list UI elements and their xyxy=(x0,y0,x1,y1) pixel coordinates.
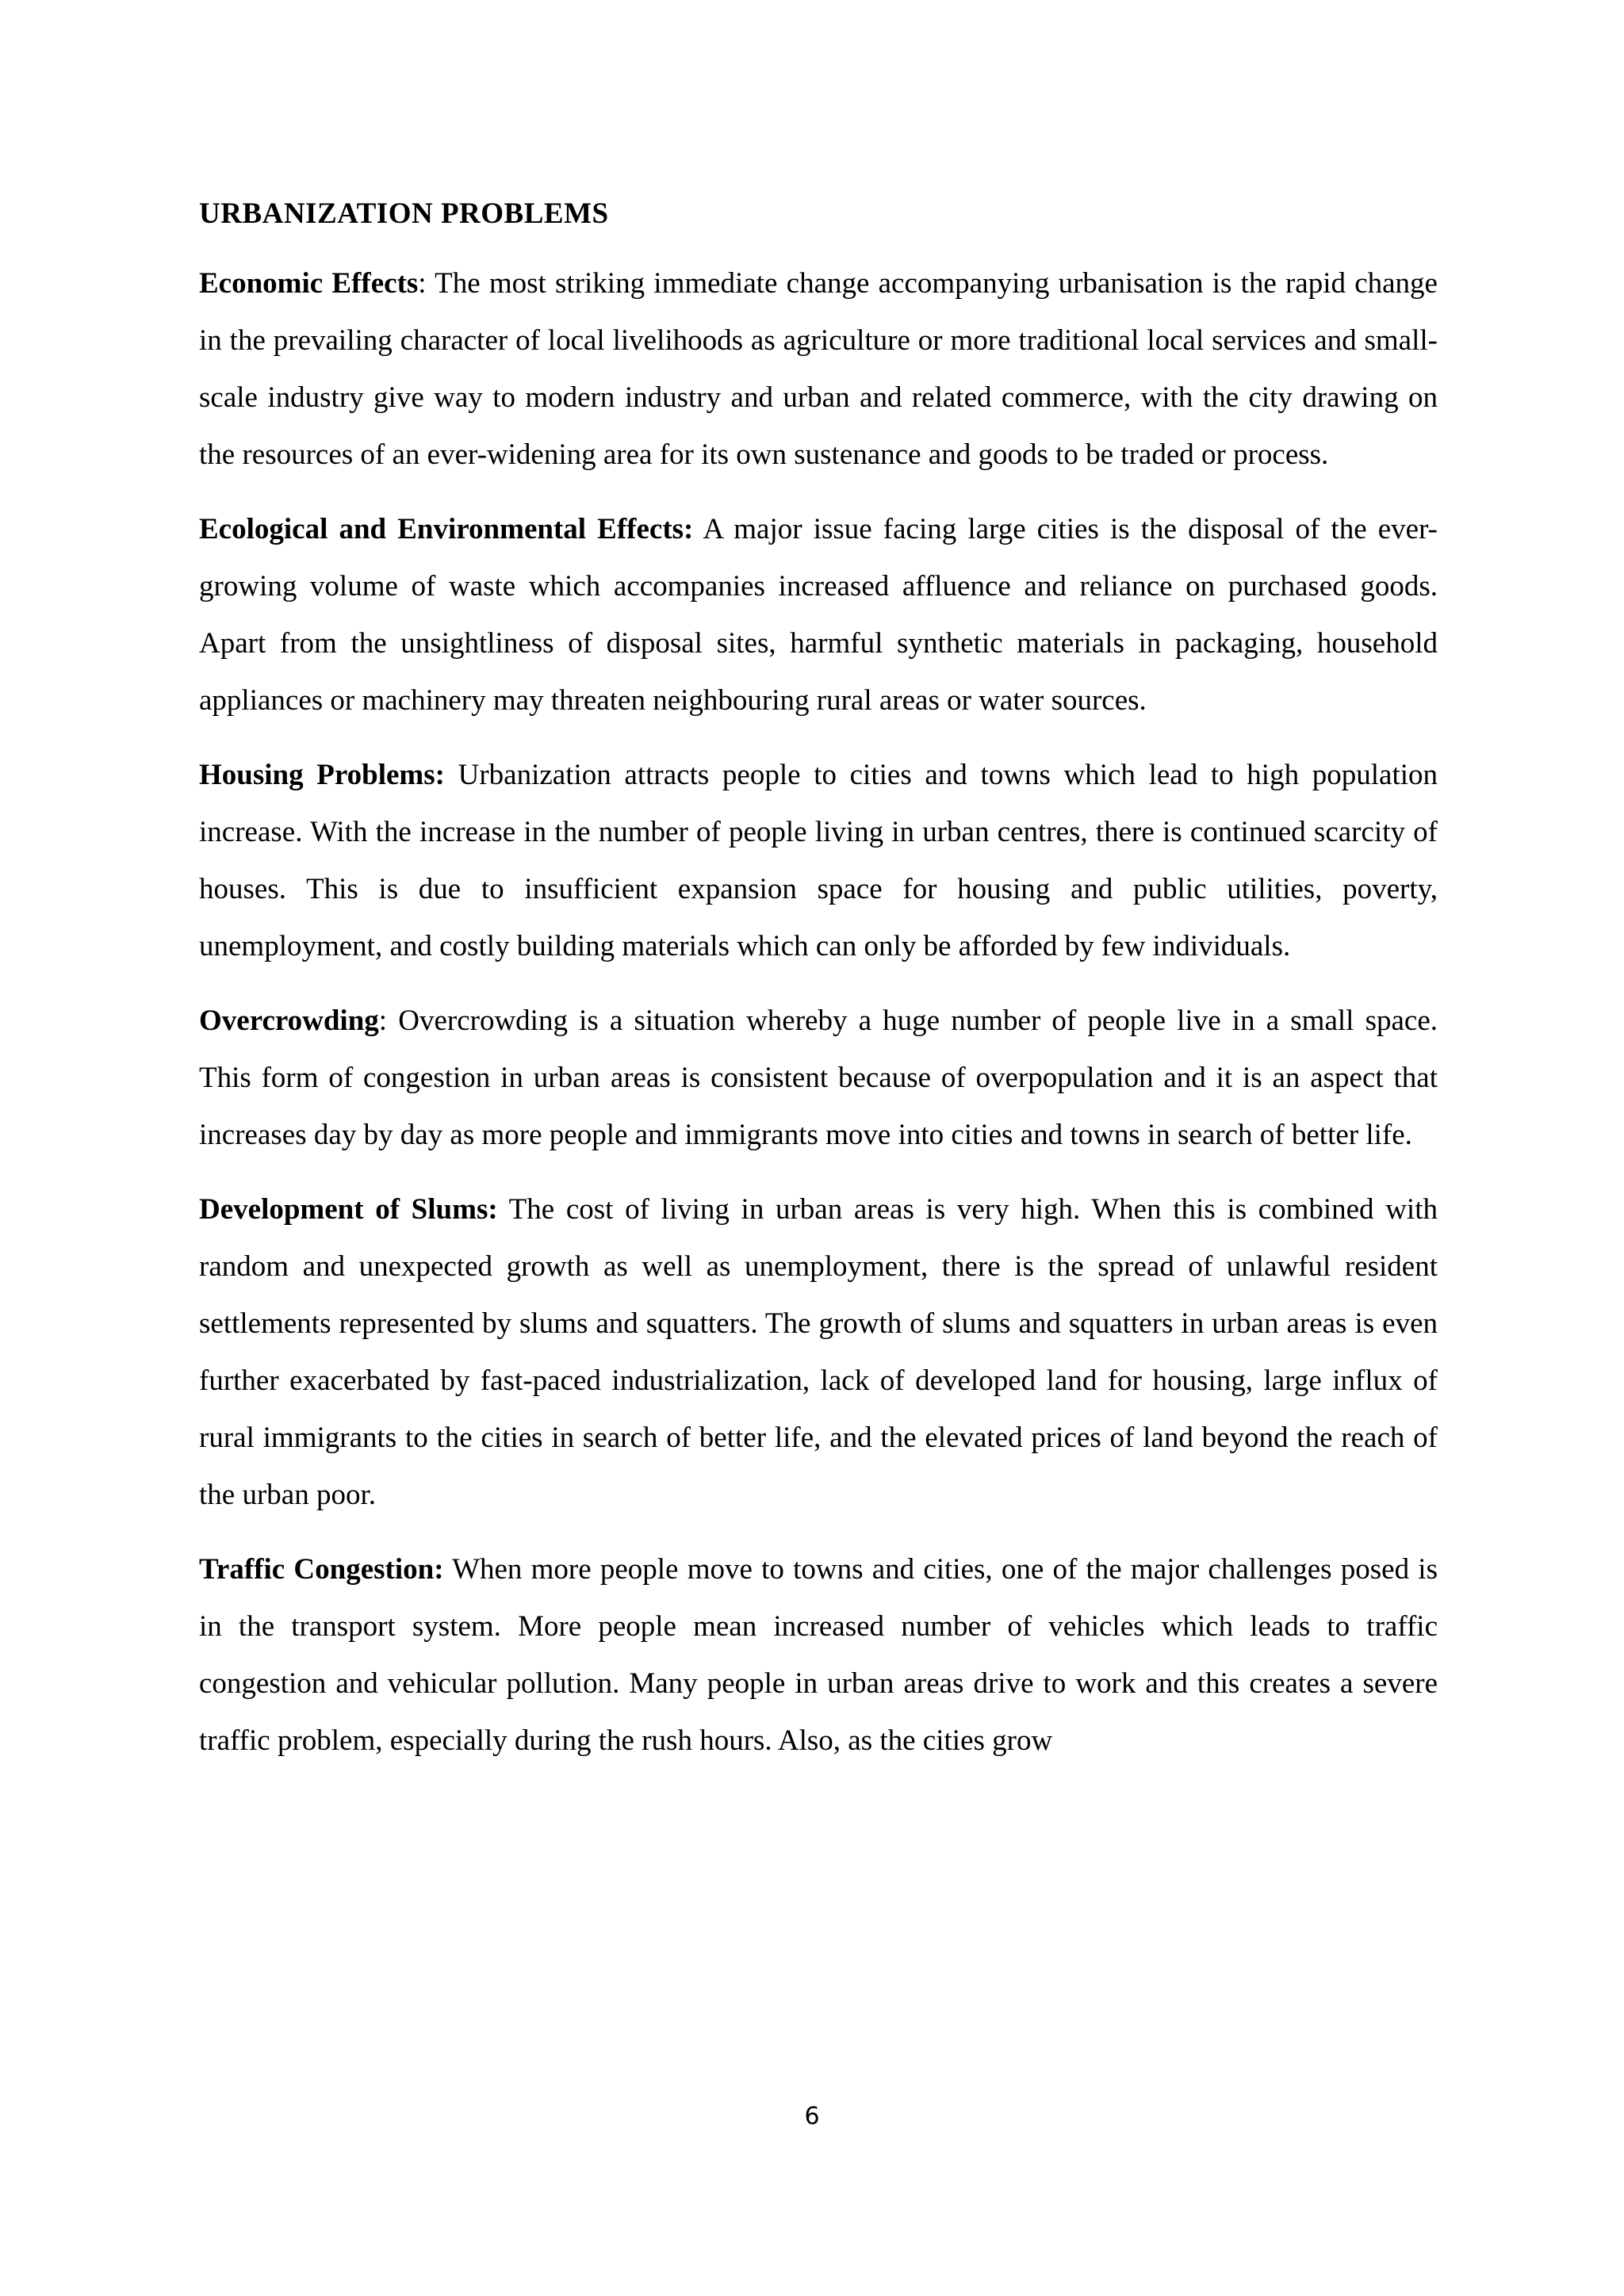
section-separator xyxy=(444,1553,453,1586)
section-text: Overcrowding is a situation whereby a huge number of people live in a small space. This form of congestion in urban areas is consistent because of overpopulation and it is an aspect that increases day by day as more people and immigrants move into cities and towns in search of better life. xyxy=(199,1004,1438,1151)
section-term: Housing Problems: xyxy=(199,759,445,791)
section-text: The most striking immediate change accompanying urbanisation is the rapid change in the prevailing character of local livelihoods as agriculture or more traditional local services and small-scale industry give way to modern industry and urban and related commerce, with the city drawing on the resources of an ever-widening area for its own sustenance and goods to be traded or process. xyxy=(199,267,1438,471)
section-separator: : xyxy=(378,1004,399,1037)
section-term: Development of Slums: xyxy=(199,1193,498,1226)
section-development-of-slums xyxy=(199,1181,1438,1524)
section-text: The cost of living in urban areas is very high. When this is combined with random and unexpected growth as well as unemployment, there is the spread of unlawful resident settlements represented by slums and squatters. The growth of slums and squatters in urban areas is even further exacerbated by fast-paced industrialization, lack of developed land for housing, large influx of rural immigrants to the cities in search of better life, and the elevated prices of land beyond the reach of the urban poor. xyxy=(199,1193,1438,1511)
section-economic-effects xyxy=(199,255,1438,484)
page-number: 6 xyxy=(804,2103,820,2130)
section-ecological-effects xyxy=(199,501,1438,729)
section-text: When more people move to towns and cities, one of the major challenges posed is in the transport system. More people mean increased number of vehicles which leads to traffic congestion and vehicular pollution. Many people in urban areas drive to work and this creates a severe traffic problem, especially during the rush hours. Also, as the cities grow xyxy=(199,1553,1438,1757)
section-term: Economic Effects xyxy=(199,267,419,300)
section-term: Overcrowding xyxy=(199,1004,379,1037)
section-separator xyxy=(445,759,458,791)
section-separator xyxy=(498,1193,509,1226)
section-traffic-congestion xyxy=(199,1541,1438,1770)
section-overcrowding xyxy=(199,993,1438,1164)
document-page xyxy=(199,190,1438,1787)
page-title: URBANIZATION PROBLEMS xyxy=(199,197,609,230)
section-separator: : xyxy=(418,267,435,300)
section-text: A major issue facing large cities is the disposal of the ever-growing volume of waste which accompanies increased affluence and reliance on purchased goods. Apart from the unsightliness of disposal sites, harmful synthetic materials in packaging, household appliances or machinery may threaten neighbouring rural areas or water sources. xyxy=(199,513,1438,717)
section-separator xyxy=(693,513,703,545)
section-text: Urbanization attracts people to cities and towns which lead to high population increase. With the increase in the number of people living in urban centres, there is continued scarcity of houses. This is due to insufficient expansion space for housing and public utilities, poverty, unemployment, and costly building materials which can only be afforded by few individuals. xyxy=(199,759,1438,962)
section-housing-problems xyxy=(199,747,1438,975)
section-term: Traffic Congestion: xyxy=(199,1553,444,1586)
section-term: Ecological and Environmental Effects: xyxy=(199,513,694,545)
